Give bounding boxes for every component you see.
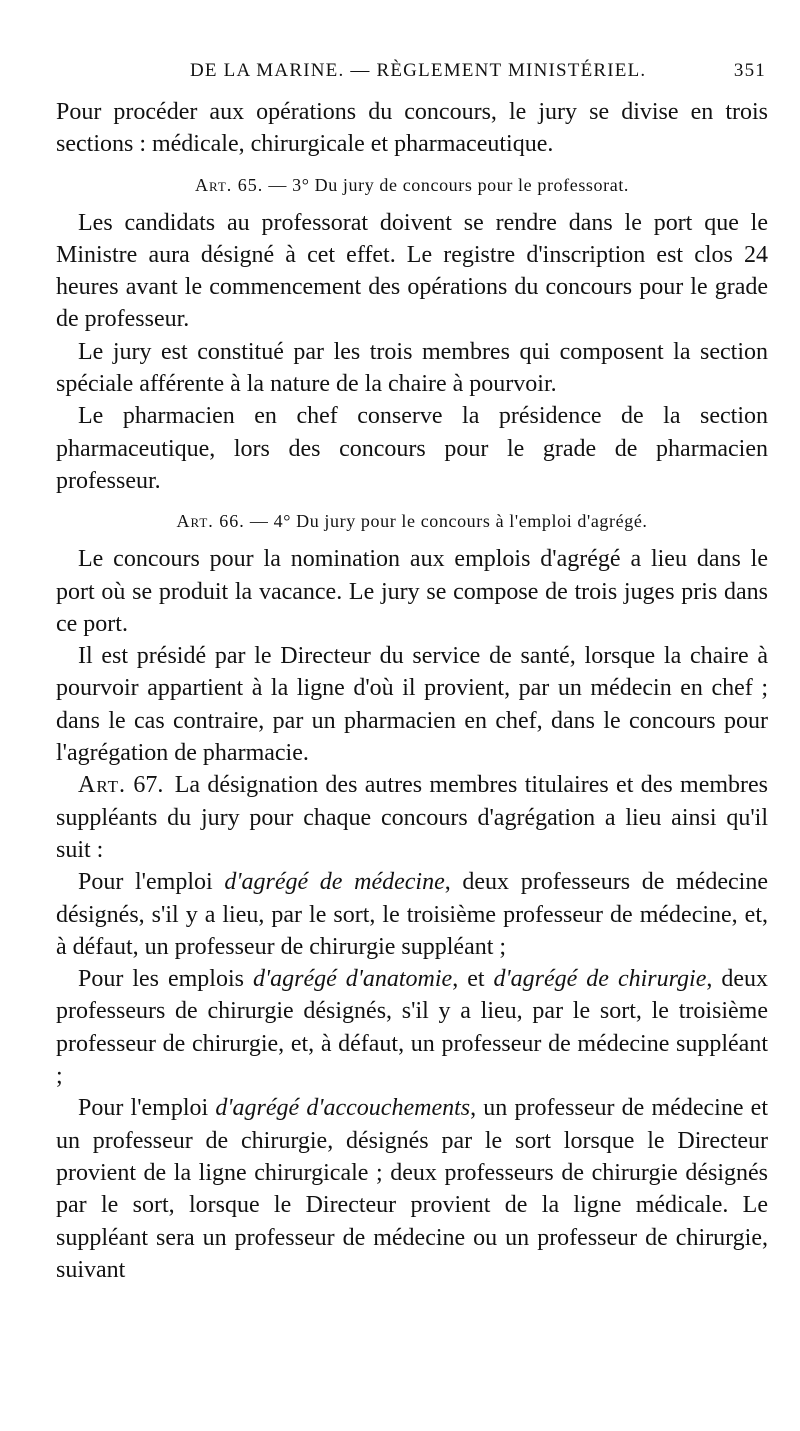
article-65-title: — 3° Du jury de concours pour le professorat. [268,174,630,195]
italic-term: d'agrégé de chirurgie [493,966,707,993]
paragraph-preside-directeur: Il est présidé par le Directeur du service de santé, lorsque la chaire à pourvoir appartient à la ligne d'où il provient, par un médecin en chef ; dans le cas contraire, par un pharmacien en chef, dans le concours pour l'agrégation de pharmacie. [56,643,768,767]
italic-term: d'agrégé d'anatomie [252,966,453,993]
article-66-title: — 4° Du jury pour le concours à l'emploi d'agrégé. [249,511,648,532]
running-title: DE LA MARINE. — RÈGLEMENT MINISTÉRIEL. [190,60,647,81]
article-65-heading [56,171,768,199]
paragraph-concours-agrege: Le concours pour la nomination aux emplois d'agrégé a lieu dans le port où se produit la vacance. Le jury se compose de trois juges pris dans ce port. [56,546,768,637]
text-segment: , un professeur de médecine et un professeur de chirurgie, désignés par le sort lorsque le Directeur provient de la ligne chirurgicale ; deux professeurs de chirurgie désignés par le sort, lorsque le Directeur provient de la ligne médicale. Le suppléant sera un professeur de médecine ou un professeur de chirurgie, suivant [56,1095,768,1283]
article-67-label: Art. [78,772,127,799]
paragraph-agrege-medecine [56,866,768,963]
article-65-label: Art. 65. [194,174,264,195]
paragraph-article-67 [56,769,768,866]
text-segment: Pour les emplois [78,966,253,993]
paragraph-pharmacien-chef: Le pharmacien en chef conserve la présidence de la section pharmaceutique, lors des concours pour le grade de pharmacien professeur. [56,403,768,494]
text-segment: , et [452,966,494,993]
running-head [56,58,768,92]
paragraph-jury-constitue: Le jury est constitué par les trois membres qui composent la section spéciale afférente à la nature de la chaire à pourvoir. [56,338,768,398]
text-segment: Pour l'emploi [78,869,225,896]
text-segment: Pour l'emploi [78,1095,216,1122]
paragraph-jury-sections: Pour procéder aux opérations du concours, le jury se divise en trois sections : médicale, chirurgicale et pharmaceutique. [56,99,768,158]
paragraph-agrege-accouchements [56,1092,768,1286]
italic-term: d'agrégé de médecine [224,869,445,896]
article-66-heading [56,507,768,535]
paragraph-candidats-professorat: Les candidats au professorat doivent se rendre dans le port que le Ministre aura désigné à cet effet. Le registre d'inscription est clos 24 heures avant le commencement des opérations du concours pour le grade de professeur. [56,209,768,333]
book-page [56,58,768,1286]
italic-term: d'agrégé d'accouchements [215,1095,471,1122]
article-67-number: 67. [133,772,164,799]
text-segment: , deux professeurs de médecine désignés, s'il y a lieu, par le sort, le troisième professeur de médecine, et, à défaut, un professeur de chirurgie suppléant ; [56,869,768,960]
text-segment: , deux professeurs de chirurgie désignés, s'il y a lieu, par le sort, le troisième professeur de chirurgie, et, à défaut, un professeur de médecine suppléant ; [56,966,769,1090]
article-66-label: Art. 66. [176,511,245,532]
article-67-text: La désignation des autres membres titulaires et des membres suppléants du jury pour chaque concours d'agrégation a lieu ainsi qu'il suit : [56,772,769,863]
page-number: 351 [733,60,766,81]
paragraph-agrege-anatomie-chirurgie [56,963,768,1092]
